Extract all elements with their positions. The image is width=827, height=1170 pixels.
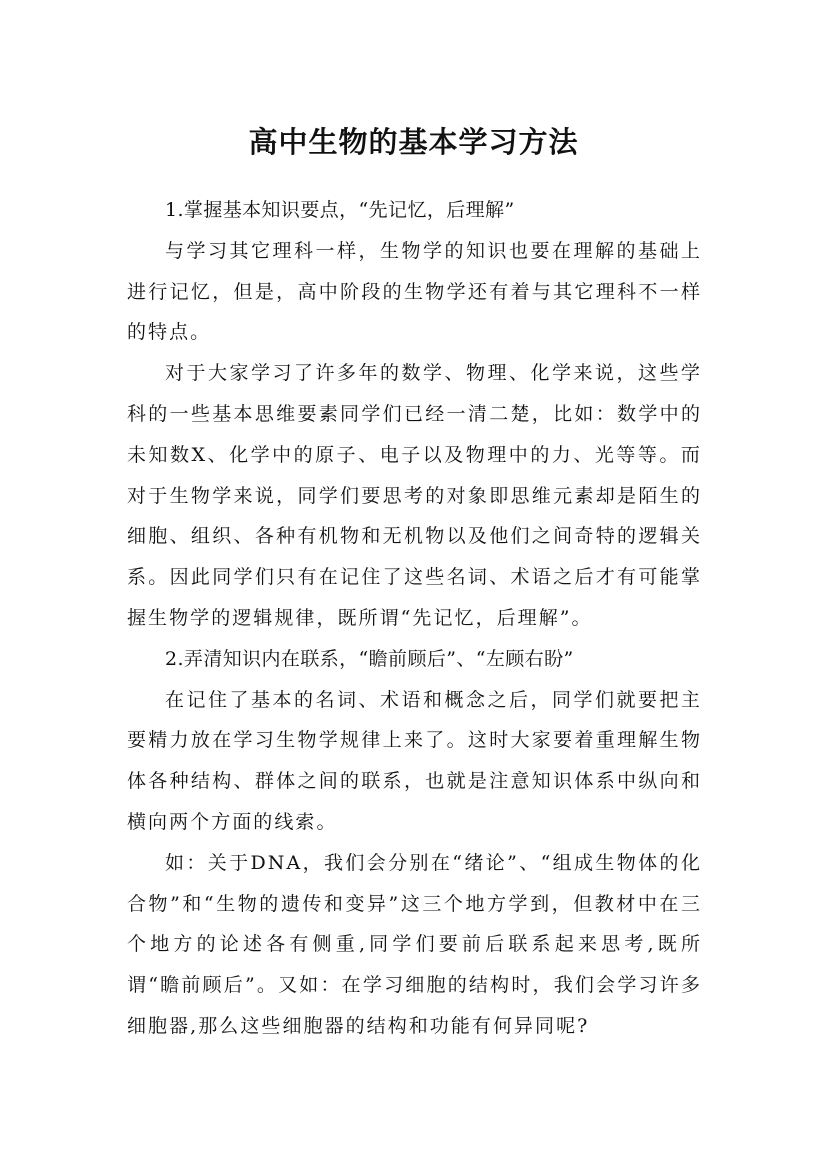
body-paragraph-2: 对于大家学习了许多年的数学、物理、化学来说，这些学科的一些基本思维要素同学们已经一清二楚，比如：数学中的未知数X、化学中的原子、电子以及物理中的力、光等等。而对于生物学来说，同学们要思考的对象即思维元素却是陌生的细胞、组织、各种有机物和无机物以及他们之间奇特的逻辑关系。因此同学们只有在记住了这些名词、术语之后才有可能掌握生物学的逻辑规律，既所谓“先记忆，后理解”。 [127, 362, 702, 629]
body-paragraph-1: 与学习其它理科一样，生物学的知识也要在理解的基础上进行记忆，但是，高中阶段的生物学还有着与其它理科不一样的特点。 [127, 239, 702, 344]
section-heading-2: 2.弄清知识内在联系，“瞻前顾后”、“左顾右盼” [165, 647, 574, 670]
body-paragraph-4: 如：关于DNA，我们会分别在“绪论”、“组成生物体的化合物”和“生物的遗传和变异”这三个地方学到，但教材中在三个地方的论述各有侧重,同学们要前后联系起来思考,既所谓“瞻前顾后”。又如：在学习细胞的结构时，我们会学习许多细胞器,那么这些细胞器的结构和功能有何异同呢? [127, 851, 702, 1037]
body-paragraph-3: 在记住了基本的名词、术语和概念之后，同学们就要把主要精力放在学习生物学规律上来了。这时大家要着重理解生物体各种结构、群体之间的联系，也就是注意知识体系中纵向和横向两个方面的线索。 [127, 688, 702, 833]
document-body [127, 190, 702, 1047]
section-heading-1: 1.掌握基本知识要点，“先记忆，后理解” [165, 199, 515, 221]
document-title: 高中生物的基本学习方法 [248, 125, 579, 160]
